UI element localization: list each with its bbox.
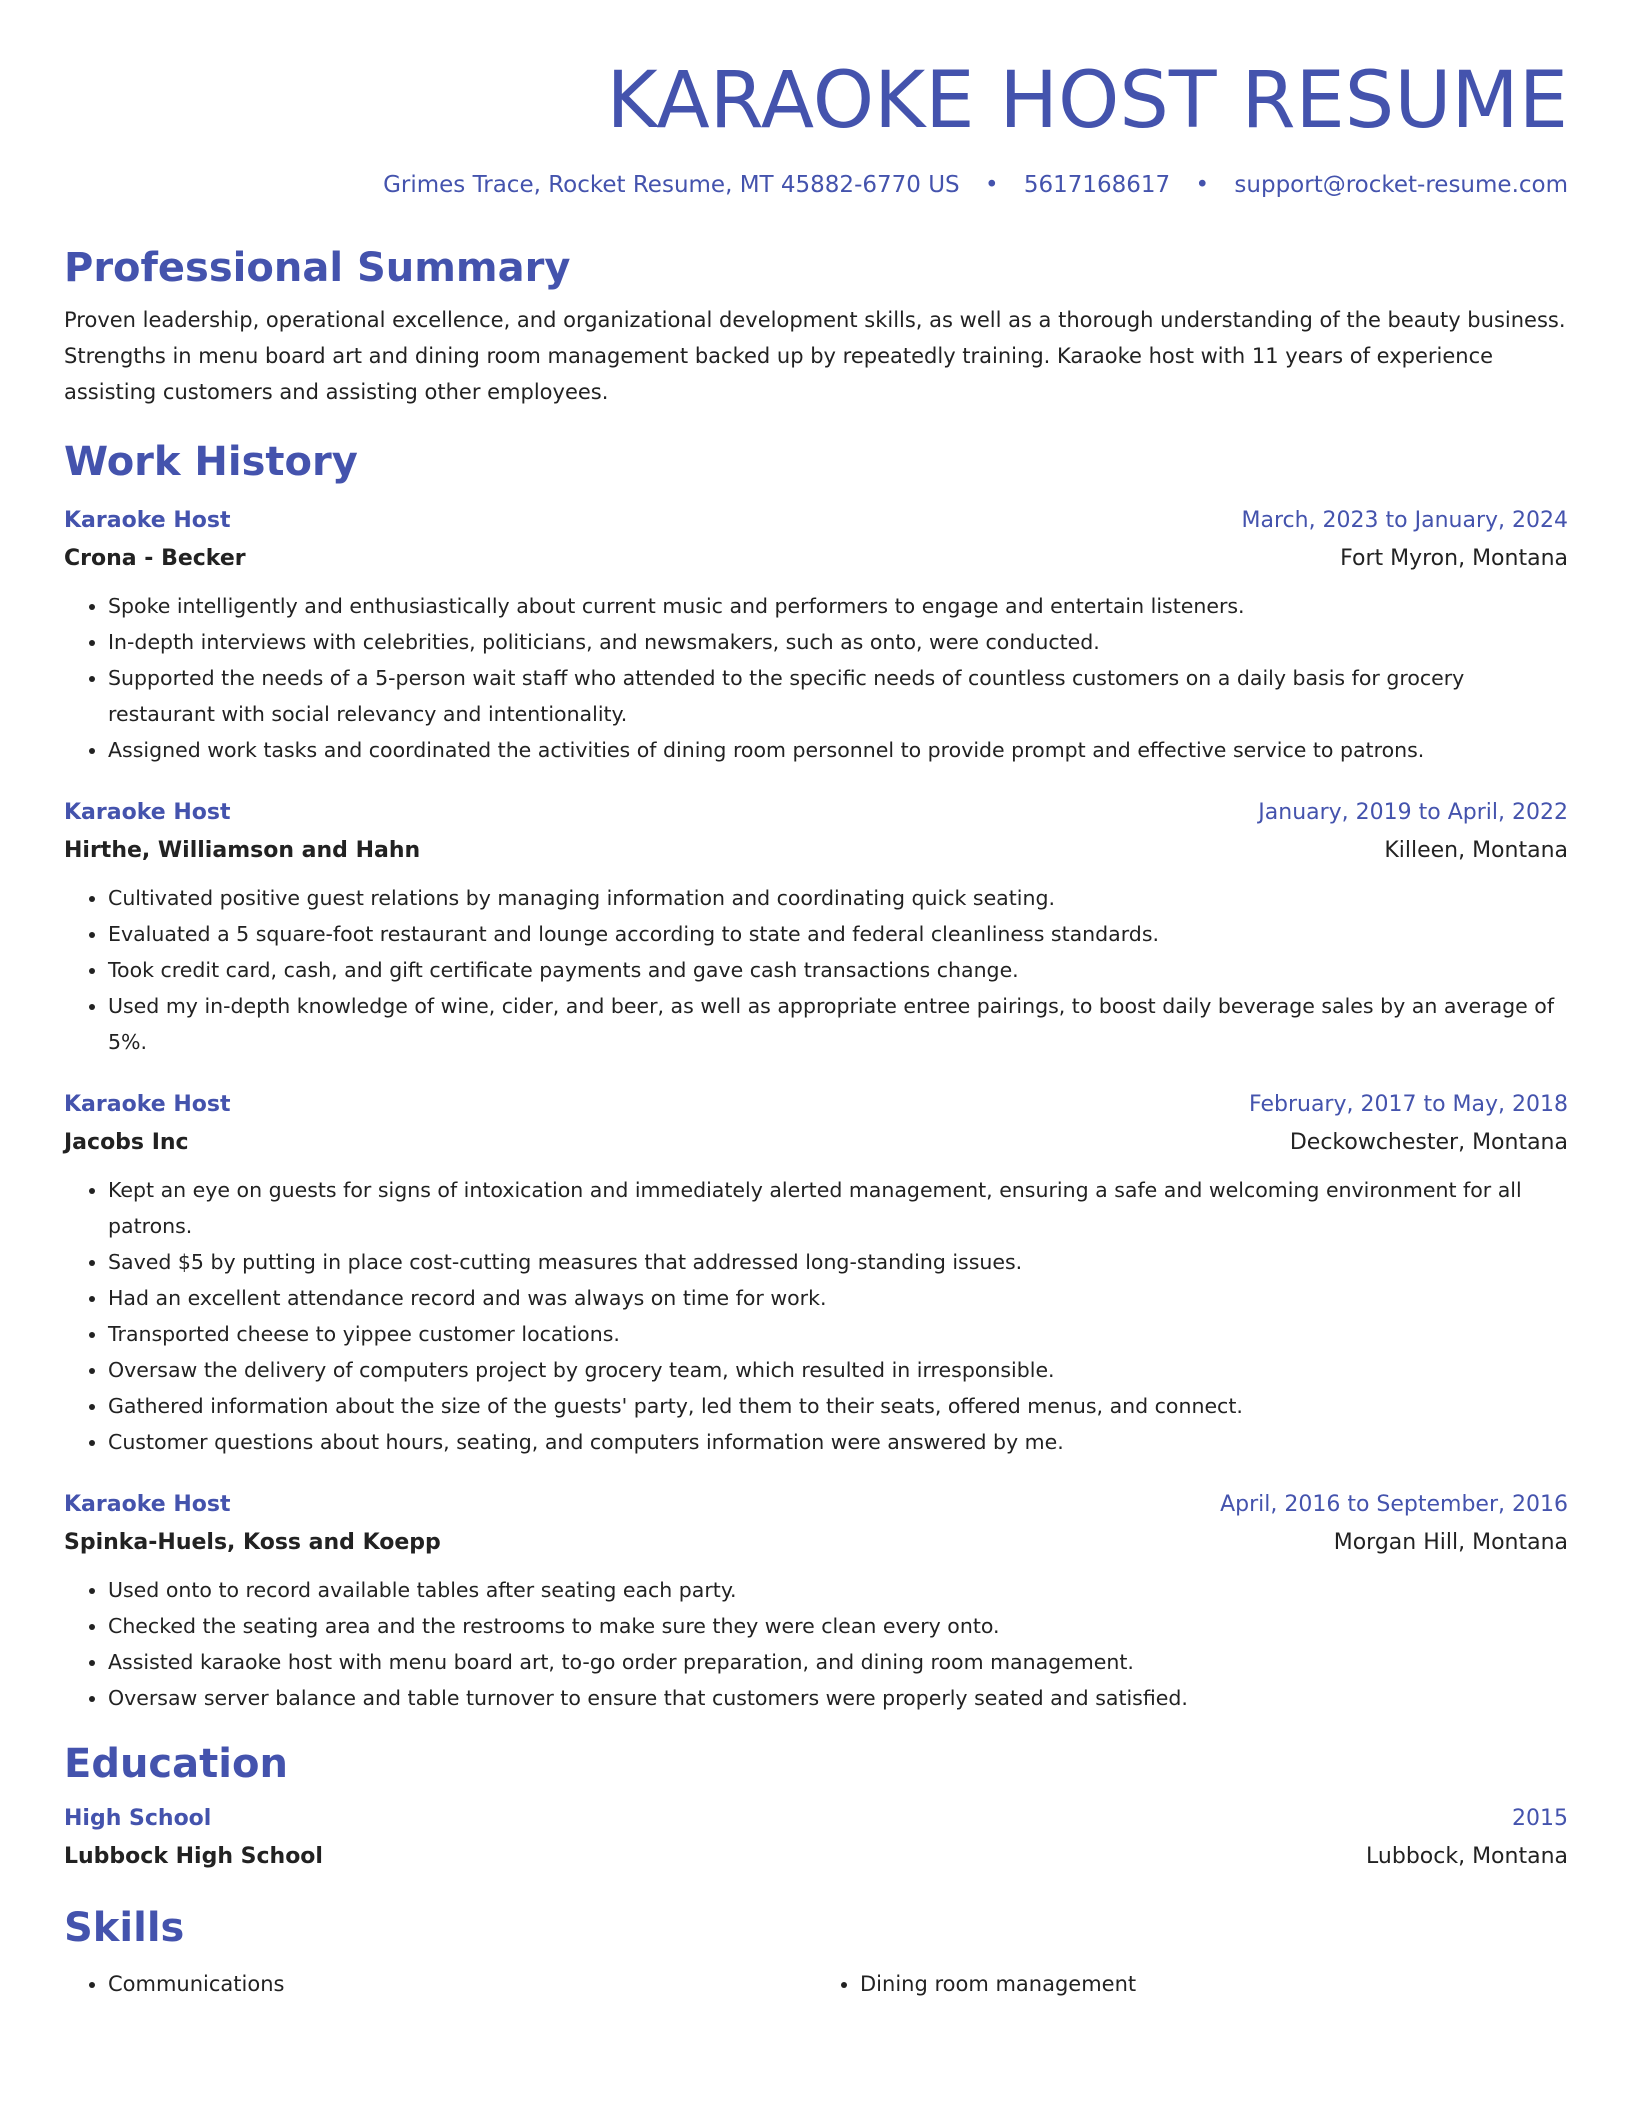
job-bullet: • Transported cheese to yippee customer locations. — [108, 1316, 1568, 1352]
contact-separator: • — [1195, 172, 1210, 198]
summary-text: Proven leadership, operational excellence, and organizational development skills, as well as a thorough understanding of the beauty business. Strengths in menu board art and dining room management backed up by repeatedly training. Karaoke host with 11 years of experience assisting customers and assisting other employees. — [64, 308, 1566, 404]
jobs-list — [64, 502, 1568, 1716]
job-bullet: • Had an excellent attendance record and was always on time for work. — [108, 1280, 1568, 1316]
job-bullets — [64, 588, 1568, 768]
education-school: Lubbock High School — [64, 1844, 323, 1869]
job-entry — [64, 1486, 1568, 1716]
contact-email: support@rocket-resume.com — [1234, 172, 1568, 198]
contact-separator: • — [984, 172, 999, 198]
job-bullet: • Supported the needs of a 5-person wait staff who attended to the specific needs of countless customers on a daily basis for grocery restaurant with social relevancy and intentionality. — [108, 660, 1568, 732]
skill-item: • Dining room management — [860, 1966, 1568, 2002]
education-location: Lubbock, Montana — [1366, 1844, 1568, 1869]
job-entry — [64, 502, 1568, 768]
job-location: Killeen, Montana — [1384, 838, 1568, 863]
work-history-section — [64, 440, 1568, 1716]
job-bullet: • Oversaw the delivery of computers project by grocery team, which resulted in irresponsible. — [108, 1352, 1568, 1388]
job-bullets — [64, 1172, 1568, 1460]
resume-title: KARAOKE HOST RESUME — [606, 56, 1568, 146]
skills-section — [64, 1906, 1568, 2002]
summary-heading: Professional Summary — [64, 245, 571, 291]
job-bullet: • Spoke intelligently and enthusiastically about current music and performers to engage and entertain listeners. — [108, 588, 1568, 624]
job-title: Karaoke Host — [64, 1492, 231, 1517]
job-bullet: • Used my in-depth knowledge of wine, cider, and beer, as well as appropriate entree pairings, to boost daily beverage sales by an average of 5%. — [108, 988, 1568, 1060]
work-history-heading: Work History — [64, 439, 358, 485]
contact-address: Grimes Trace, Rocket Resume, MT 45882-6770 US — [383, 172, 960, 198]
job-employer: Crona - Becker — [64, 546, 246, 571]
job-bullet: • Assigned work tasks and coordinated the activities of dining room personnel to provide prompt and effective service to patrons. — [108, 732, 1568, 768]
job-bullet: • Kept an eye on guests for signs of intoxication and immediately alerted management, ensuring a safe and welcoming environment for all patrons. — [108, 1172, 1568, 1244]
job-bullet: • Evaluated a 5 square-foot restaurant and lounge according to state and federal cleanliness standards. — [108, 916, 1568, 952]
job-employer: Spinka-Huels, Koss and Koepp — [64, 1530, 441, 1555]
skills-column-right — [816, 1966, 1568, 2002]
resume-page — [64, 0, 1568, 2002]
job-title: Karaoke Host — [64, 800, 231, 825]
education-year: 2015 — [1512, 1806, 1568, 1831]
job-bullet: • Saved $5 by putting in place cost-cutting measures that addressed long-standing issues. — [108, 1244, 1568, 1280]
job-bullet: • Customer questions about hours, seating, and computers information were answered by me. — [108, 1424, 1568, 1460]
job-employer: Jacobs Inc — [64, 1130, 189, 1155]
job-entry — [64, 794, 1568, 1060]
contact-phone: 5617168617 — [1023, 172, 1171, 198]
job-dates: February, 2017 to May, 2018 — [1249, 1092, 1568, 1117]
job-title: Karaoke Host — [64, 1092, 231, 1117]
job-bullet: • Used onto to record available tables after seating each party. — [108, 1572, 1568, 1608]
job-bullets — [64, 880, 1568, 1060]
job-bullet: • Oversaw server balance and table turnover to ensure that customers were properly seated and satisfied. — [108, 1680, 1568, 1716]
job-title: Karaoke Host — [64, 508, 231, 533]
job-entry — [64, 1086, 1568, 1460]
job-bullets — [64, 1572, 1568, 1716]
skill-item: • Communications — [108, 1966, 816, 2002]
job-bullet: • Took credit card, cash, and gift certificate payments and gave cash transactions change. — [108, 952, 1568, 988]
job-dates: January, 2019 to April, 2022 — [1258, 800, 1568, 825]
job-employer: Hirthe, Williamson and Hahn — [64, 838, 421, 863]
skills-grid — [64, 1966, 1568, 2002]
job-location: Deckowchester, Montana — [1289, 1130, 1568, 1155]
contact-line — [64, 172, 1568, 208]
skills-heading: Skills — [64, 1905, 185, 1951]
job-bullet: • Gathered information about the size of the guests' party, led them to their seats, offered menus, and connect. — [108, 1388, 1568, 1424]
job-location: Fort Myron, Montana — [1340, 546, 1568, 571]
summary-section — [64, 246, 1568, 410]
job-dates: April, 2016 to September, 2016 — [1220, 1492, 1568, 1517]
job-bullet: • Checked the seating area and the restrooms to make sure they were clean every onto. — [108, 1608, 1568, 1644]
job-bullet: • Cultivated positive guest relations by managing information and coordinating quick seating. — [108, 880, 1568, 916]
job-bullet: • In-depth interviews with celebrities, politicians, and newsmakers, such as onto, were conducted. — [108, 624, 1568, 660]
education-section — [64, 1742, 1568, 1876]
job-bullet: • Assisted karaoke host with menu board art, to-go order preparation, and dining room management. — [108, 1644, 1568, 1680]
skills-column-left — [64, 1966, 816, 2002]
job-location: Morgan Hill, Montana — [1333, 1530, 1568, 1555]
education-degree: High School — [64, 1806, 212, 1831]
job-dates: March, 2023 to January, 2024 — [1241, 508, 1568, 533]
education-heading: Education — [64, 1741, 288, 1787]
